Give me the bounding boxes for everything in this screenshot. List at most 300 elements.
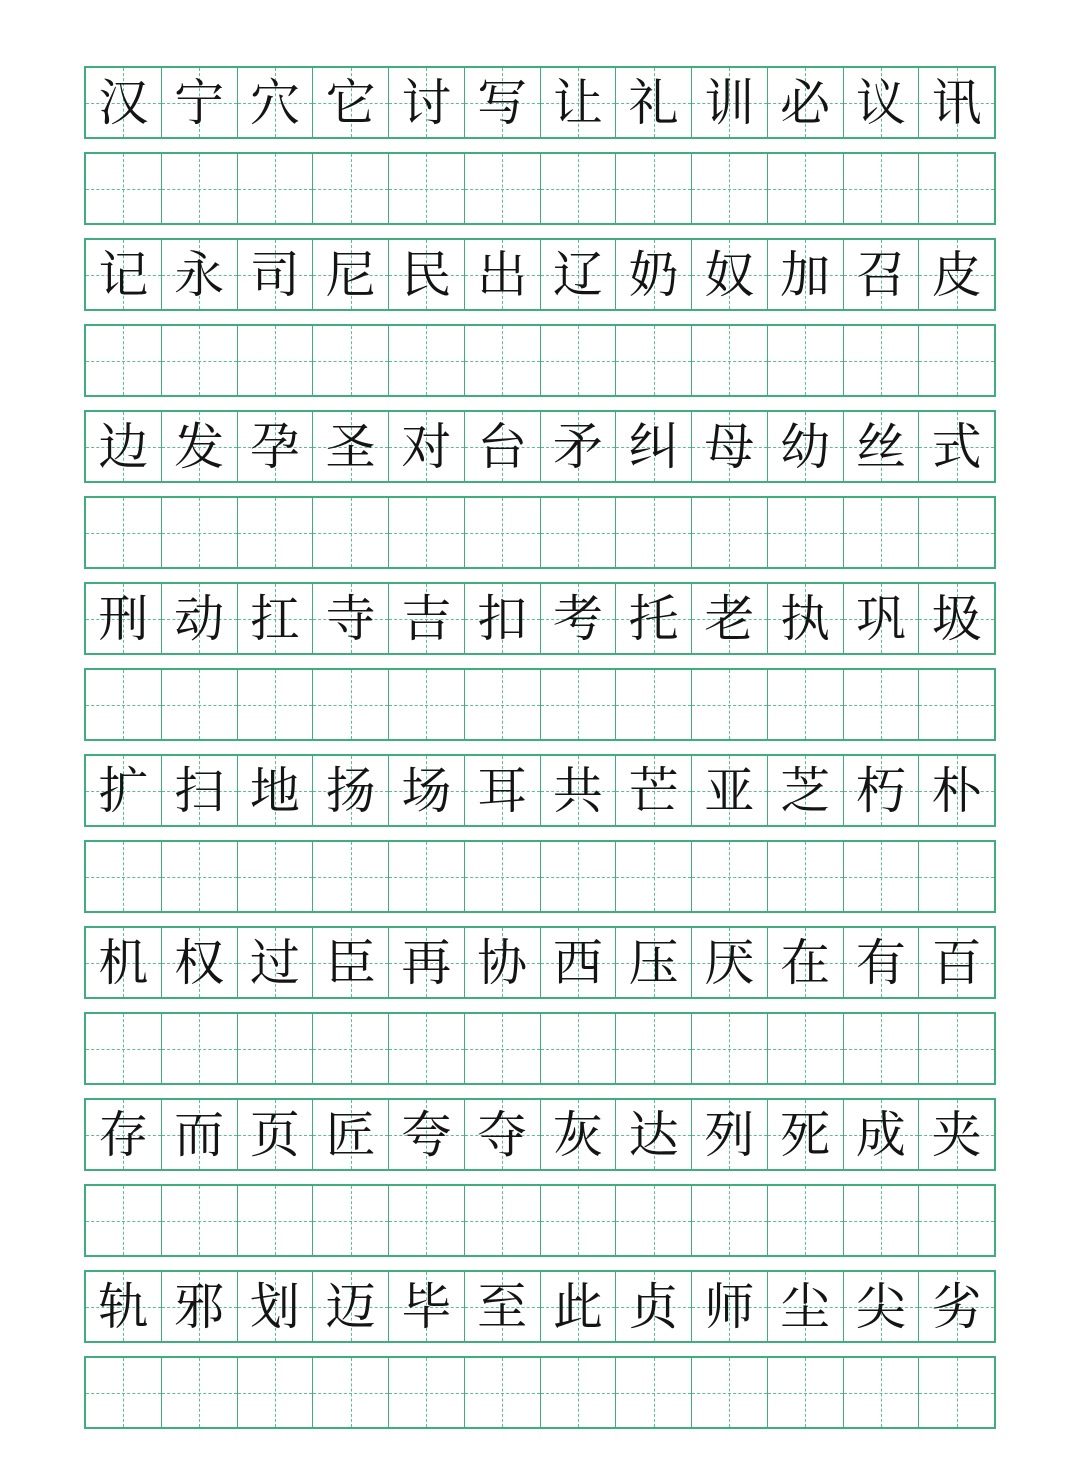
grid-cell xyxy=(692,928,768,997)
empty-grid-cell[interactable] xyxy=(238,842,314,911)
grid-cell xyxy=(844,1272,920,1341)
model-character: 迈 xyxy=(325,1277,376,1336)
model-character: 扛 xyxy=(249,589,300,648)
model-character: 地 xyxy=(249,761,300,820)
model-character: 压 xyxy=(628,933,679,992)
grid-cell xyxy=(389,68,465,137)
empty-grid-cell[interactable] xyxy=(465,154,541,223)
empty-grid-cell[interactable] xyxy=(692,326,768,395)
grid-cell xyxy=(86,756,162,825)
grid-cell xyxy=(768,584,844,653)
model-character: 民 xyxy=(401,245,452,304)
empty-grid-cell[interactable] xyxy=(616,670,692,739)
model-character: 训 xyxy=(704,73,755,132)
grid-cell xyxy=(465,1100,541,1169)
model-character: 朴 xyxy=(931,761,982,820)
grid-cell xyxy=(768,1100,844,1169)
grid-cell xyxy=(313,68,389,137)
empty-grid-cell[interactable] xyxy=(465,498,541,567)
model-character: 式 xyxy=(931,417,982,476)
grid-cell xyxy=(692,1272,768,1341)
model-character: 执 xyxy=(780,589,831,648)
model-character: 臣 xyxy=(325,933,376,992)
empty-grid-cell[interactable] xyxy=(313,326,389,395)
grid-cell xyxy=(313,756,389,825)
model-character: 边 xyxy=(98,417,149,476)
empty-grid-cell[interactable] xyxy=(844,154,920,223)
model-character: 过 xyxy=(249,933,300,992)
model-character: 芒 xyxy=(628,761,679,820)
model-character: 礼 xyxy=(628,73,679,132)
model-character: 再 xyxy=(401,933,452,992)
empty-grid-cell[interactable] xyxy=(86,1014,162,1083)
empty-grid-cell[interactable] xyxy=(465,326,541,395)
model-character: 奴 xyxy=(704,245,755,304)
grid-cell xyxy=(465,584,541,653)
model-character: 写 xyxy=(477,73,528,132)
model-character: 矛 xyxy=(552,417,603,476)
empty-grid-cell[interactable] xyxy=(465,1014,541,1083)
grid-cell xyxy=(465,68,541,137)
model-character: 百 xyxy=(931,933,982,992)
model-character: 孕 xyxy=(249,417,300,476)
model-character: 扩 xyxy=(98,761,149,820)
grid-cell xyxy=(86,412,162,481)
grid-cell xyxy=(844,68,920,137)
model-character: 协 xyxy=(477,933,528,992)
model-character: 而 xyxy=(174,1105,225,1164)
grid-cell xyxy=(844,928,920,997)
grid-cell xyxy=(616,1272,692,1341)
model-character: 尼 xyxy=(325,245,376,304)
empty-grid-cell[interactable] xyxy=(389,1186,465,1255)
grid-cell xyxy=(238,756,314,825)
empty-grid-cell[interactable] xyxy=(541,498,617,567)
model-character: 扫 xyxy=(174,761,225,820)
model-character: 辽 xyxy=(552,245,603,304)
grid-cell xyxy=(313,1100,389,1169)
grid-cell xyxy=(238,584,314,653)
blank-practice-row xyxy=(84,324,996,397)
model-character: 对 xyxy=(401,417,452,476)
empty-grid-cell[interactable] xyxy=(919,670,994,739)
model-character: 议 xyxy=(855,73,906,132)
model-character: 圾 xyxy=(931,589,982,648)
grid-cell xyxy=(616,240,692,309)
model-character: 划 xyxy=(249,1277,300,1336)
model-character: 穴 xyxy=(249,73,300,132)
grid-cell xyxy=(692,756,768,825)
empty-grid-cell[interactable] xyxy=(313,1186,389,1255)
model-character: 扣 xyxy=(477,589,528,648)
grid-cell xyxy=(541,1272,617,1341)
grid-cell xyxy=(389,756,465,825)
empty-grid-cell[interactable] xyxy=(541,1186,617,1255)
empty-grid-cell[interactable] xyxy=(313,842,389,911)
grid-cell xyxy=(238,68,314,137)
grid-cell xyxy=(238,928,314,997)
grid-cell xyxy=(541,584,617,653)
model-character: 机 xyxy=(98,933,149,992)
empty-grid-cell[interactable] xyxy=(919,1014,994,1083)
model-character: 存 xyxy=(98,1105,149,1164)
empty-grid-cell[interactable] xyxy=(238,1358,314,1427)
model-character: 尖 xyxy=(855,1277,906,1336)
empty-grid-cell[interactable] xyxy=(389,498,465,567)
model-character: 列 xyxy=(704,1105,755,1164)
empty-grid-cell[interactable] xyxy=(162,154,238,223)
model-character: 场 xyxy=(401,761,452,820)
grid-cell xyxy=(919,1100,994,1169)
grid-cell xyxy=(86,1100,162,1169)
grid-cell xyxy=(389,928,465,997)
empty-grid-cell[interactable] xyxy=(844,670,920,739)
grid-cell xyxy=(238,1272,314,1341)
model-character: 母 xyxy=(704,417,755,476)
model-character: 司 xyxy=(249,245,300,304)
grid-cell xyxy=(692,68,768,137)
empty-grid-cell[interactable] xyxy=(389,1014,465,1083)
model-character: 毕 xyxy=(401,1277,452,1336)
model-character: 永 xyxy=(174,245,225,304)
empty-grid-cell[interactable] xyxy=(465,1358,541,1427)
grid-cell xyxy=(616,756,692,825)
model-character: 成 xyxy=(855,1105,906,1164)
model-character: 发 xyxy=(174,417,225,476)
grid-cell xyxy=(844,584,920,653)
empty-grid-cell[interactable] xyxy=(844,326,920,395)
grid-cell xyxy=(465,756,541,825)
empty-grid-cell[interactable] xyxy=(86,842,162,911)
grid-cell xyxy=(541,756,617,825)
model-character: 它 xyxy=(325,73,376,132)
empty-grid-cell[interactable] xyxy=(389,326,465,395)
character-row xyxy=(84,66,996,139)
empty-grid-cell[interactable] xyxy=(616,326,692,395)
empty-grid-cell[interactable] xyxy=(389,842,465,911)
model-character: 共 xyxy=(552,761,603,820)
grid-cell xyxy=(768,240,844,309)
model-character: 加 xyxy=(780,245,831,304)
grid-cell xyxy=(616,68,692,137)
model-character: 召 xyxy=(855,245,906,304)
empty-grid-cell[interactable] xyxy=(541,154,617,223)
empty-grid-cell[interactable] xyxy=(616,1186,692,1255)
empty-grid-cell[interactable] xyxy=(465,1186,541,1255)
grid-cell xyxy=(86,928,162,997)
empty-grid-cell[interactable] xyxy=(692,1358,768,1427)
empty-grid-cell[interactable] xyxy=(616,154,692,223)
grid-cell xyxy=(768,928,844,997)
model-character: 劣 xyxy=(931,1277,982,1336)
grid-cell xyxy=(541,412,617,481)
empty-grid-cell[interactable] xyxy=(692,1186,768,1255)
empty-grid-cell[interactable] xyxy=(238,326,314,395)
empty-grid-cell[interactable] xyxy=(389,154,465,223)
grid-cell xyxy=(162,1272,238,1341)
empty-grid-cell[interactable] xyxy=(768,1014,844,1083)
empty-grid-cell[interactable] xyxy=(541,1014,617,1083)
grid-cell xyxy=(919,584,994,653)
grid-cell xyxy=(768,1272,844,1341)
grid-cell xyxy=(313,1272,389,1341)
model-character: 必 xyxy=(780,73,831,132)
empty-grid-cell[interactable] xyxy=(844,1186,920,1255)
model-character: 厌 xyxy=(704,933,755,992)
grid-cell xyxy=(541,68,617,137)
empty-grid-cell[interactable] xyxy=(238,1186,314,1255)
grid-cell xyxy=(616,584,692,653)
empty-grid-cell[interactable] xyxy=(844,842,920,911)
grid-cell xyxy=(389,584,465,653)
empty-grid-cell[interactable] xyxy=(844,1358,920,1427)
grid-cell xyxy=(768,756,844,825)
grid-cell xyxy=(919,412,994,481)
grid-cell xyxy=(465,928,541,997)
grid-cell xyxy=(313,412,389,481)
empty-grid-cell[interactable] xyxy=(692,670,768,739)
model-character: 芝 xyxy=(780,761,831,820)
grid-cell xyxy=(541,928,617,997)
empty-grid-cell[interactable] xyxy=(389,1358,465,1427)
empty-grid-cell[interactable] xyxy=(86,154,162,223)
grid-cell xyxy=(541,240,617,309)
empty-grid-cell[interactable] xyxy=(919,1186,994,1255)
empty-grid-cell[interactable] xyxy=(162,1186,238,1255)
model-character: 皮 xyxy=(931,245,982,304)
empty-grid-cell[interactable] xyxy=(162,670,238,739)
model-character: 吉 xyxy=(401,589,452,648)
grid-cell xyxy=(919,68,994,137)
empty-grid-cell[interactable] xyxy=(86,1186,162,1255)
model-character: 贞 xyxy=(628,1277,679,1336)
grid-cell xyxy=(162,240,238,309)
empty-grid-cell[interactable] xyxy=(541,842,617,911)
grid-cell xyxy=(465,240,541,309)
model-character: 记 xyxy=(98,245,149,304)
character-row xyxy=(84,1270,996,1343)
grid-cell xyxy=(692,1100,768,1169)
empty-grid-cell[interactable] xyxy=(768,154,844,223)
empty-grid-cell[interactable] xyxy=(313,154,389,223)
grid-cell xyxy=(919,928,994,997)
grid-cell xyxy=(768,412,844,481)
empty-grid-cell[interactable] xyxy=(313,498,389,567)
empty-grid-cell[interactable] xyxy=(86,1358,162,1427)
model-character: 朽 xyxy=(855,761,906,820)
empty-grid-cell[interactable] xyxy=(162,498,238,567)
grid-cell xyxy=(389,1272,465,1341)
model-character: 轨 xyxy=(98,1277,149,1336)
grid-cell xyxy=(389,1100,465,1169)
grid-cell xyxy=(919,240,994,309)
empty-grid-cell[interactable] xyxy=(844,1014,920,1083)
grid-cell xyxy=(919,1272,994,1341)
practice-sheet xyxy=(84,66,996,1442)
blank-practice-row xyxy=(84,1012,996,1085)
empty-grid-cell[interactable] xyxy=(541,326,617,395)
grid-cell xyxy=(162,412,238,481)
character-row xyxy=(84,1098,996,1171)
empty-grid-cell[interactable] xyxy=(465,842,541,911)
grid-cell xyxy=(162,68,238,137)
empty-grid-cell[interactable] xyxy=(692,154,768,223)
model-character: 考 xyxy=(552,589,603,648)
model-character: 丝 xyxy=(855,417,906,476)
empty-grid-cell[interactable] xyxy=(86,326,162,395)
empty-grid-cell[interactable] xyxy=(86,670,162,739)
model-character: 让 xyxy=(552,73,603,132)
grid-cell xyxy=(238,1100,314,1169)
empty-grid-cell[interactable] xyxy=(238,498,314,567)
empty-grid-cell[interactable] xyxy=(692,1014,768,1083)
empty-grid-cell[interactable] xyxy=(162,842,238,911)
grid-cell xyxy=(86,68,162,137)
empty-grid-cell[interactable] xyxy=(692,842,768,911)
empty-grid-cell[interactable] xyxy=(86,498,162,567)
empty-grid-cell[interactable] xyxy=(616,498,692,567)
empty-grid-cell[interactable] xyxy=(541,1358,617,1427)
model-character: 灰 xyxy=(552,1105,603,1164)
blank-practice-row xyxy=(84,840,996,913)
model-character: 师 xyxy=(704,1277,755,1336)
model-character: 宁 xyxy=(174,73,225,132)
empty-grid-cell[interactable] xyxy=(541,670,617,739)
empty-grid-cell[interactable] xyxy=(465,670,541,739)
grid-cell xyxy=(465,1272,541,1341)
model-character: 在 xyxy=(780,933,831,992)
grid-cell xyxy=(844,240,920,309)
model-character: 夸 xyxy=(401,1105,452,1164)
empty-grid-cell[interactable] xyxy=(692,498,768,567)
grid-cell xyxy=(162,1100,238,1169)
empty-grid-cell[interactable] xyxy=(616,1014,692,1083)
empty-grid-cell[interactable] xyxy=(238,154,314,223)
model-character: 死 xyxy=(780,1105,831,1164)
model-character: 巩 xyxy=(855,589,906,648)
empty-grid-cell[interactable] xyxy=(162,1014,238,1083)
grid-cell xyxy=(692,240,768,309)
model-character: 匠 xyxy=(325,1105,376,1164)
grid-cell xyxy=(465,412,541,481)
empty-grid-cell[interactable] xyxy=(768,670,844,739)
grid-cell xyxy=(692,412,768,481)
grid-cell xyxy=(616,412,692,481)
grid-cell xyxy=(86,240,162,309)
model-character: 有 xyxy=(855,933,906,992)
model-character: 夺 xyxy=(477,1105,528,1164)
model-character: 寺 xyxy=(325,589,376,648)
empty-grid-cell[interactable] xyxy=(238,670,314,739)
grid-cell xyxy=(238,412,314,481)
grid-cell xyxy=(844,412,920,481)
blank-practice-row xyxy=(84,668,996,741)
character-row xyxy=(84,926,996,999)
model-character: 扬 xyxy=(325,761,376,820)
blank-practice-row xyxy=(84,152,996,225)
empty-grid-cell[interactable] xyxy=(389,670,465,739)
empty-grid-cell[interactable] xyxy=(616,842,692,911)
grid-cell xyxy=(389,412,465,481)
empty-grid-cell[interactable] xyxy=(616,1358,692,1427)
grid-cell xyxy=(389,240,465,309)
model-character: 耳 xyxy=(477,761,528,820)
grid-cell xyxy=(313,928,389,997)
blank-practice-row xyxy=(84,496,996,569)
character-row xyxy=(84,582,996,655)
character-row xyxy=(84,410,996,483)
model-character: 汉 xyxy=(98,73,149,132)
model-character: 台 xyxy=(477,417,528,476)
grid-cell xyxy=(313,240,389,309)
model-character: 权 xyxy=(174,933,225,992)
empty-grid-cell[interactable] xyxy=(919,154,994,223)
blank-practice-row xyxy=(84,1184,996,1257)
empty-grid-cell[interactable] xyxy=(768,498,844,567)
grid-cell xyxy=(616,1100,692,1169)
model-character: 邪 xyxy=(174,1277,225,1336)
grid-cell xyxy=(86,1272,162,1341)
model-character: 托 xyxy=(628,589,679,648)
empty-grid-cell[interactable] xyxy=(919,842,994,911)
model-character: 至 xyxy=(477,1277,528,1336)
empty-grid-cell[interactable] xyxy=(919,1358,994,1427)
grid-cell xyxy=(844,1100,920,1169)
empty-grid-cell[interactable] xyxy=(768,1186,844,1255)
empty-grid-cell[interactable] xyxy=(844,498,920,567)
grid-cell xyxy=(844,756,920,825)
model-character: 老 xyxy=(704,589,755,648)
empty-grid-cell[interactable] xyxy=(313,1014,389,1083)
model-character: 动 xyxy=(174,589,225,648)
model-character: 刑 xyxy=(98,589,149,648)
model-character: 夹 xyxy=(931,1105,982,1164)
empty-grid-cell[interactable] xyxy=(162,326,238,395)
empty-grid-cell[interactable] xyxy=(313,1358,389,1427)
grid-cell xyxy=(919,756,994,825)
grid-cell xyxy=(616,928,692,997)
grid-cell xyxy=(162,756,238,825)
empty-grid-cell[interactable] xyxy=(768,842,844,911)
empty-grid-cell[interactable] xyxy=(768,1358,844,1427)
model-character: 页 xyxy=(249,1105,300,1164)
empty-grid-cell[interactable] xyxy=(919,498,994,567)
model-character: 圣 xyxy=(325,417,376,476)
model-character: 纠 xyxy=(628,417,679,476)
model-character: 尘 xyxy=(780,1277,831,1336)
grid-cell xyxy=(768,68,844,137)
grid-cell xyxy=(162,584,238,653)
grid-cell xyxy=(692,584,768,653)
grid-cell xyxy=(162,928,238,997)
model-character: 讯 xyxy=(931,73,982,132)
grid-cell xyxy=(238,240,314,309)
model-character: 亚 xyxy=(704,761,755,820)
character-row xyxy=(84,238,996,311)
empty-grid-cell[interactable] xyxy=(238,1014,314,1083)
grid-cell xyxy=(313,584,389,653)
grid-cell xyxy=(541,1100,617,1169)
empty-grid-cell[interactable] xyxy=(768,326,844,395)
model-character: 西 xyxy=(552,933,603,992)
grid-cell xyxy=(86,584,162,653)
empty-grid-cell[interactable] xyxy=(162,1358,238,1427)
empty-grid-cell[interactable] xyxy=(919,326,994,395)
model-character: 讨 xyxy=(401,73,452,132)
model-character: 奶 xyxy=(628,245,679,304)
empty-grid-cell[interactable] xyxy=(313,670,389,739)
model-character: 此 xyxy=(552,1277,603,1336)
